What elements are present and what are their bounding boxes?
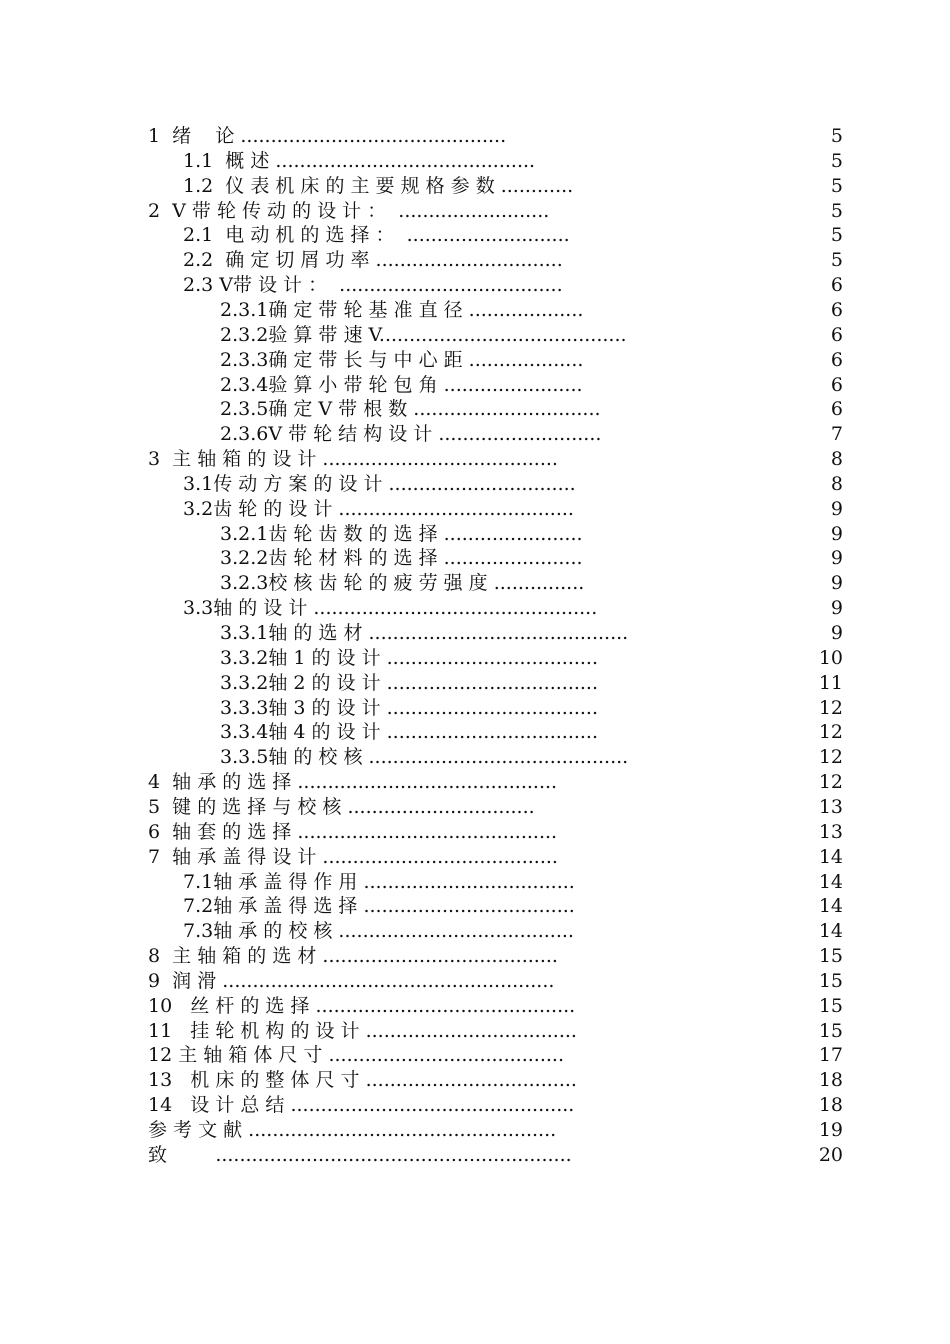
toc-entry[interactable]: [0, 720, 950, 744]
toc-entry[interactable]: [0, 546, 950, 570]
toc-entry[interactable]: [0, 248, 950, 272]
toc-entry[interactable]: [0, 994, 950, 1018]
toc-entry-title: 致 ...........................................................: [148, 1143, 572, 1166]
toc-entry-page: 6: [830, 323, 843, 346]
toc-entry-title: 3.3.3轴 3 的 设 计 ...................................: [220, 696, 599, 719]
toc-entry-title: 2.3.5确 定 V 带 根 数 ...............................: [220, 398, 601, 421]
toc-entry-page: 6: [830, 373, 843, 396]
toc-entry-title: 2 V 带 轮 传 动 的 设 计 ： .........................: [148, 199, 550, 222]
toc-entry-page: 11: [818, 671, 843, 694]
toc-entry-page: 18: [818, 1069, 843, 1092]
toc-entry-page: 15: [818, 945, 843, 968]
toc-entry-title: 10 丝 杆 的 选 择 ...........................................: [148, 994, 576, 1017]
toc-entry[interactable]: [0, 174, 950, 198]
toc-entry-title: 1.2 仪 表 机 床 的 主 要 规 格 参 数 ............: [183, 174, 574, 197]
toc-entry-title: 1 绪 论 ............................................: [148, 125, 507, 147]
toc-entry[interactable]: [0, 323, 950, 347]
toc-entry-page: 17: [818, 1044, 843, 1067]
toc-entry[interactable]: [0, 497, 950, 521]
toc-entry[interactable]: [0, 621, 950, 645]
toc-entry[interactable]: [0, 870, 950, 894]
toc-entry-page: 15: [818, 969, 843, 992]
toc-entry[interactable]: [0, 596, 950, 620]
toc-entry[interactable]: [0, 348, 950, 372]
toc-entry-title: 7.3轴 承 的 校 核 .......................................: [183, 920, 574, 943]
toc-entry-page: 12: [818, 696, 843, 719]
toc-entry-page: 15: [818, 1019, 843, 1042]
toc-entry-title: 5 键 的 选 择 与 校 核 ...............................: [148, 795, 535, 818]
toc-entry[interactable]: [0, 571, 950, 595]
toc-entry-title: 1.1 概 述 ...........................................: [183, 149, 536, 172]
toc-entry-title: 3.2齿 轮 的 设 计 .......................................: [183, 497, 574, 520]
toc-entry[interactable]: [0, 149, 950, 173]
toc-entry[interactable]: [0, 1043, 950, 1067]
toc-entry[interactable]: [0, 1068, 950, 1092]
toc-entry-title: 7 轴 承 盖 得 设 计 .......................................: [148, 845, 558, 868]
toc-entry-title: 3.3.1轴 的 选 材 ...........................................: [220, 622, 629, 644]
toc-entry-title: 2.3.3确 定 带 长 与 中 心 距 ...................: [220, 348, 584, 371]
toc-entry-title: 2.3 V带 设 计 ： .....................................: [183, 274, 563, 297]
toc-entry-page: 5: [830, 249, 843, 272]
toc-entry-page: 9: [830, 597, 843, 620]
toc-entry-page: 5: [830, 224, 843, 247]
toc-entry[interactable]: [0, 199, 950, 223]
toc-entry-title: 3.3轴 的 设 计 ...............................................: [183, 597, 598, 620]
toc-entry-title: 4 轴 承 的 选 择 ...........................................: [148, 771, 558, 794]
toc-entry[interactable]: [0, 646, 950, 670]
toc-entry-title: 2.3.2验 算 带 速 V.........................................: [220, 323, 627, 346]
toc-entry-title: 13 机 床 的 整 体 尺 寸 ...................................: [148, 1069, 577, 1092]
toc-entry[interactable]: [0, 522, 950, 546]
toc-entry-page: 13: [818, 795, 843, 818]
toc-entry[interactable]: [0, 1093, 950, 1117]
toc-entry-title: 3.2.2齿 轮 材 料 的 选 择 .......................: [220, 547, 583, 570]
toc-entry[interactable]: [0, 671, 950, 695]
toc-entry-page: 6: [830, 398, 843, 421]
toc-entry-page: 5: [830, 199, 843, 222]
toc-entry-page: 9: [830, 572, 843, 595]
toc-entry-page: 14: [818, 870, 843, 893]
toc-entry-page: 15: [818, 994, 843, 1017]
toc-entry-page: 5: [830, 149, 843, 172]
toc-entry-title: 2.3.6V 带 轮 结 构 设 计 ...........................: [220, 423, 602, 446]
toc-entry-page: 9: [830, 497, 843, 520]
toc-entry-page: 9: [830, 522, 843, 545]
toc-entry[interactable]: [0, 1118, 950, 1142]
toc-entry-title: 2.2 确 定 切 屑 功 率 ...............................: [183, 249, 563, 272]
toc-entry-page: 20: [818, 1143, 843, 1166]
toc-entry-page: 9: [830, 547, 843, 570]
toc-entry[interactable]: [0, 696, 950, 720]
toc-entry[interactable]: [0, 397, 950, 421]
toc-entry-page: 8: [830, 448, 843, 471]
toc-entry-title: 参 考 文 献 ...................................................: [148, 1119, 557, 1141]
toc-entry[interactable]: [0, 472, 950, 496]
toc-entry[interactable]: [0, 373, 950, 397]
toc-entry[interactable]: [0, 795, 950, 819]
toc-entry-page: 9: [830, 622, 843, 644]
toc-entry[interactable]: [0, 770, 950, 794]
toc-entry-page: 5: [830, 174, 843, 197]
toc-entry-page: 12: [818, 721, 843, 744]
toc-entry-page: 19: [818, 1119, 843, 1141]
toc-entry-title: 3.2.3校 核 齿 轮 的 疲 劳 强 度 ...............: [220, 572, 585, 595]
toc-entry-page: 12: [818, 746, 843, 769]
toc-entry-title: 8 主 轴 箱 的 选 材 .......................................: [148, 945, 558, 968]
toc-entry-title: 12 主 轴 箱 体 尺 寸 .......................................: [148, 1044, 564, 1067]
toc-entry-page: 8: [830, 472, 843, 495]
toc-entry-title: 3.3.5轴 的 校 核 ...........................................: [220, 746, 629, 769]
toc-entry[interactable]: [0, 422, 950, 446]
toc-entry-title: 3.3.2轴 1 的 设 计 ...................................: [220, 646, 599, 669]
toc-entry-page: 14: [818, 845, 843, 868]
toc-entry-page: 14: [818, 920, 843, 943]
toc-entry-title: 3.1传 动 方 案 的 设 计 ...............................: [183, 472, 576, 495]
toc-entry-title: 3.3.4轴 4 的 设 计 ...................................: [220, 721, 599, 744]
toc-entry[interactable]: [0, 820, 950, 844]
toc-entry[interactable]: [0, 447, 950, 471]
toc-entry-title: 2.3.4验 算 小 带 轮 包 角 .......................: [220, 373, 583, 396]
toc-entry-page: 6: [830, 274, 843, 297]
toc-entry-title: 2.3.1确 定 带 轮 基 准 直 径 ...................: [220, 298, 584, 321]
toc-entry[interactable]: [0, 124, 950, 148]
toc-entry[interactable]: [0, 919, 950, 943]
toc-entry-title: 3.2.1齿 轮 齿 数 的 选 择 .......................: [220, 522, 583, 545]
toc-entry-title: 6 轴 套 的 选 择 ...........................................: [148, 820, 558, 843]
toc-entry-page: 10: [818, 646, 843, 669]
toc-entry-page: 6: [830, 348, 843, 371]
toc-entry-page: 12: [818, 771, 843, 794]
toc-entry[interactable]: [0, 1019, 950, 1043]
toc-entry-title: 3 主 轴 箱 的 设 计 .......................................: [148, 448, 558, 471]
toc-entry-title: 11 挂 轮 机 构 的 设 计 ...................................: [148, 1019, 577, 1042]
toc-entry[interactable]: [0, 894, 950, 918]
toc-entry-title: 3.3.2轴 2 的 设 计 ...................................: [220, 671, 599, 694]
toc-entry-page: 6: [830, 298, 843, 321]
toc-entry-title: 14 设 计 总 结 ...............................................: [148, 1094, 575, 1117]
toc-entry-page: 7: [830, 423, 843, 446]
toc-entry-title: 7.2轴 承 盖 得 选 择 ...................................: [183, 895, 575, 918]
toc-entry[interactable]: [0, 845, 950, 869]
toc-entry[interactable]: [0, 223, 950, 247]
toc-entry-page: 5: [830, 125, 843, 147]
toc-entry-title: 9 润 滑 .......................................................: [148, 969, 555, 992]
toc-entry-page: 18: [818, 1094, 843, 1117]
toc-entry[interactable]: [0, 745, 950, 769]
toc-entry[interactable]: [0, 969, 950, 993]
toc-entry-page: 14: [818, 895, 843, 918]
toc-entry-title: 7.1轴 承 盖 得 作 用 ...................................: [183, 870, 575, 893]
toc-entry[interactable]: [0, 944, 950, 968]
toc-entry[interactable]: [0, 298, 950, 322]
toc-entry[interactable]: [0, 1143, 950, 1167]
toc-entry-page: 13: [818, 820, 843, 843]
toc-entry[interactable]: [0, 273, 950, 297]
toc-entry-title: 2.1 电 动 机 的 选 择 ： ...........................: [183, 224, 570, 247]
